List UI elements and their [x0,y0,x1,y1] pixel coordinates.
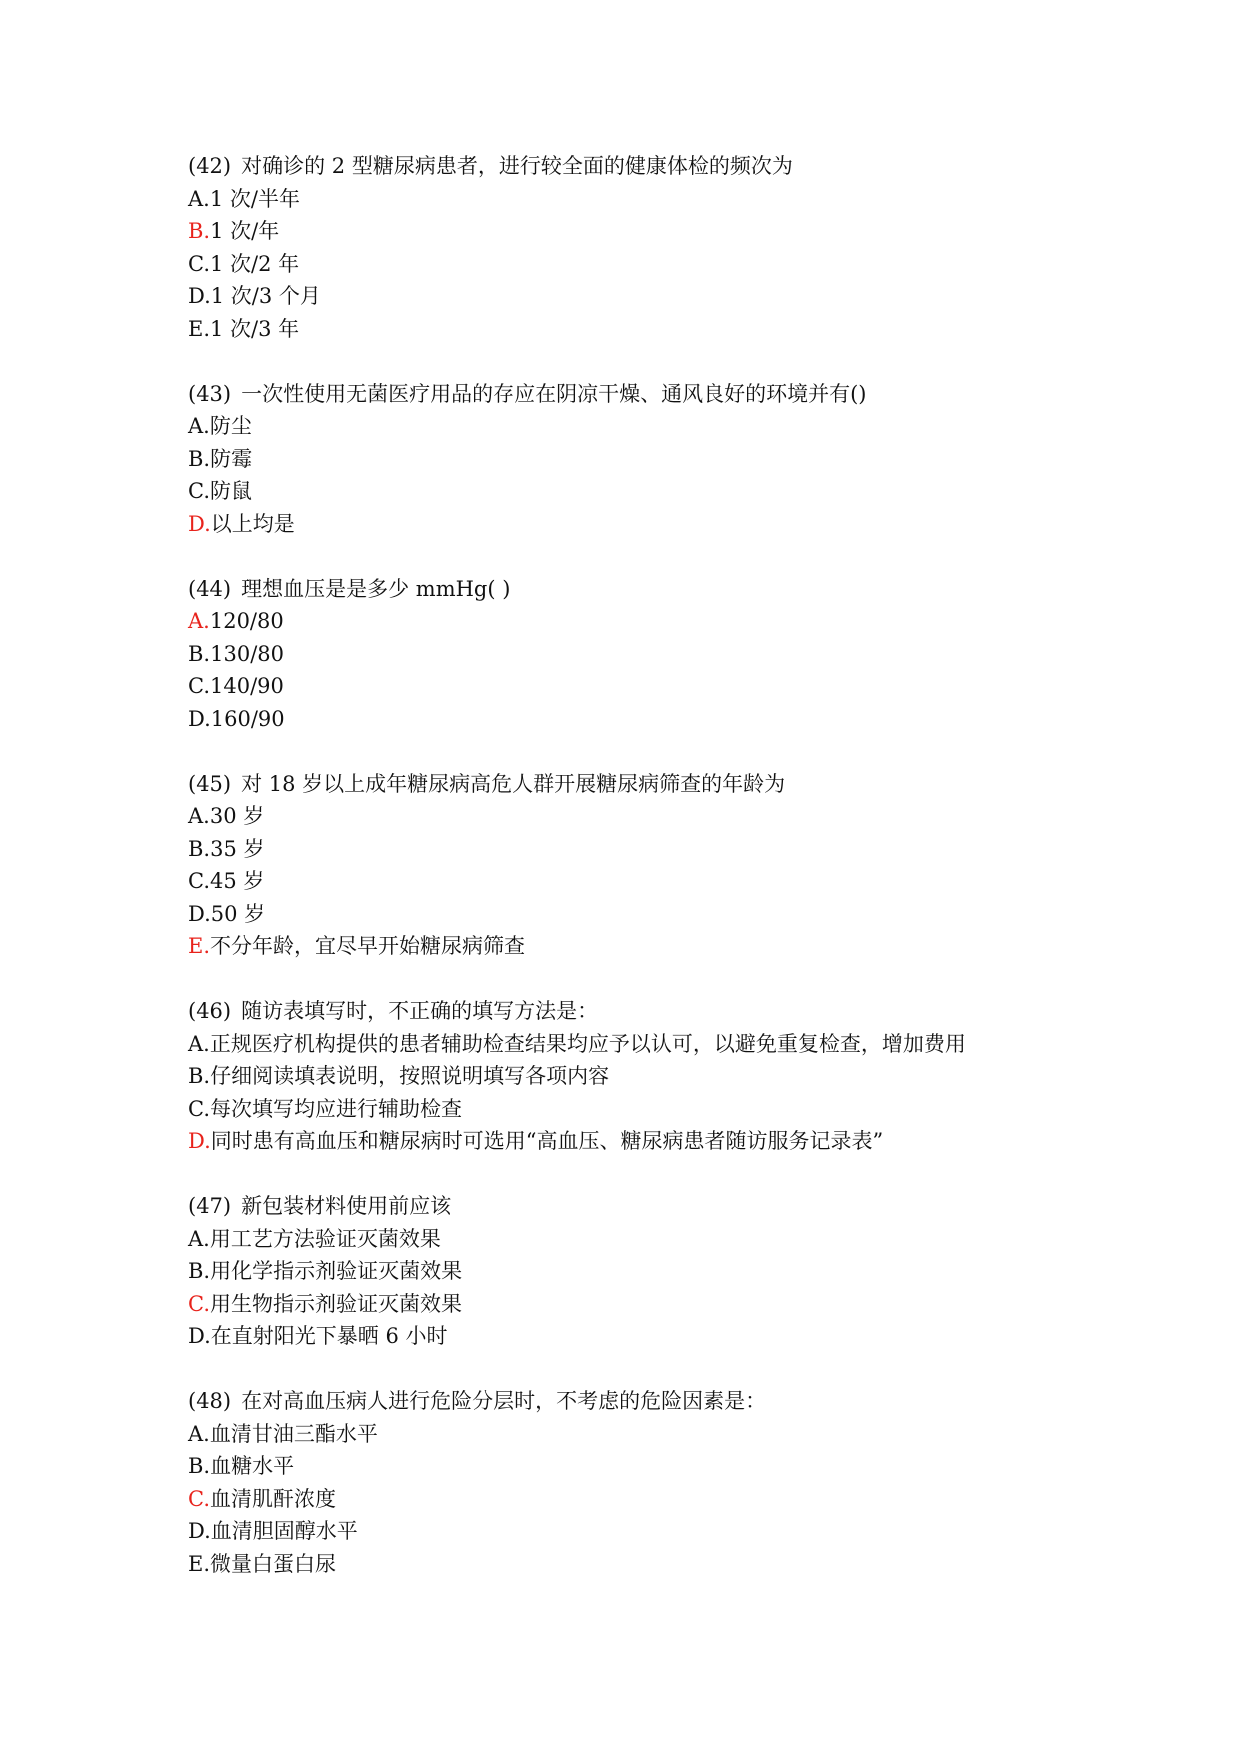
option-letter: B. [188,1064,211,1089]
question-text: 一次性使用无菌医疗用品的存应在阴凉干燥、通风良好的环境并有() [241,381,867,406]
question-text: 对确诊的 2 型糖尿病患者，进行较全面的健康体检的频次为 [241,154,793,178]
option-letter: A. [188,804,210,829]
option-text: 防尘 [209,414,252,439]
option-letter: B. [188,1454,211,1479]
question-block [188,1190,1188,1353]
question-block [188,378,1188,541]
option-text: 血清胆固醇水平 [210,1519,358,1544]
correct-answer-letter: C. [188,1291,210,1316]
correct-answer-letter: E. [188,934,211,959]
answer-option [188,833,1188,866]
question-stem [188,995,1188,1028]
option-text: 每次填写均应进行辅助检查 [210,1096,462,1121]
answer-option [188,1418,1188,1451]
answer-option [188,800,1188,833]
option-text: 防鼠 [210,479,252,504]
option-text: 120/80 [209,609,284,634]
question-stem [188,573,1188,606]
option-text: 140/90 [210,674,284,699]
question-text: 理想血压是是多少 mmHg( ) [241,576,511,601]
answer-option [188,248,1188,281]
option-letter: A. [188,414,210,439]
option-letter: E. [188,316,211,341]
answer-option [188,1548,1188,1581]
question-number: (48) [188,1389,232,1413]
option-text: 微量白蛋白尿 [210,1551,337,1576]
option-text: 防霉 [210,446,253,471]
answer-option [188,1483,1188,1516]
option-text: 不分年龄，宜尽早开始糖尿病筛查 [210,934,526,959]
option-text: 160/90 [210,706,285,731]
option-text: 用生物指示剂验证灭菌效果 [210,1291,462,1316]
answer-option [188,898,1188,931]
question-text: 在对高血压病人进行危险分层时，不考虑的危险因素是： [241,1389,767,1413]
answer-option [188,930,1188,963]
question-block [188,1385,1188,1581]
question-block [188,150,1188,346]
option-text: 35 岁 [210,836,265,861]
answer-option [188,1028,1188,1061]
option-text: 50 岁 [210,901,266,926]
option-letter: C. [188,251,210,276]
option-text: 在直射阳光下暴晒 6 小时 [210,1324,448,1349]
answer-option [188,1255,1188,1288]
option-text: 用工艺方法验证灭菌效果 [209,1226,441,1251]
option-text: 1 次/3 年 [210,316,300,341]
option-text: 以上均是 [210,511,295,536]
option-letter: C. [188,869,210,894]
question-stem [188,378,1188,411]
answer-option [188,1223,1188,1256]
option-text: 30 岁 [209,804,265,829]
option-letter: C. [188,1096,210,1121]
question-stem [188,1190,1188,1223]
answer-option [188,1060,1188,1093]
option-letter: B. [188,641,211,666]
correct-answer-letter: B. [188,219,211,244]
option-text: 正规医疗机构提供的患者辅助检查结果均应予以认可，以避免重复检查，增加费用 [209,1031,966,1056]
answer-option [188,280,1188,313]
option-letter: D. [188,1324,211,1349]
option-text: 1 次/2 年 [210,251,300,276]
option-letter: C. [188,674,210,699]
question-number: (46) [188,999,232,1024]
option-text: 血清肌酐浓度 [210,1486,336,1511]
answer-option [188,475,1188,508]
question-number: (43) [188,381,232,406]
correct-answer-letter: C. [188,1486,210,1511]
answer-option [188,1288,1188,1321]
question-block [188,995,1188,1158]
answer-option [188,508,1188,541]
option-text: 45 岁 [210,869,265,894]
option-letter: B. [188,1259,211,1284]
answer-option [188,410,1188,443]
answer-option [188,443,1188,476]
option-letter: A. [188,1421,210,1446]
option-text: 仔细阅读填表说明，按照说明填写各项内容 [210,1064,610,1089]
question-stem [188,768,1188,801]
option-letter: A. [188,1226,210,1251]
option-text: 血清甘油三酯水平 [209,1421,378,1446]
option-text: 用化学指示剂验证灭菌效果 [210,1259,463,1284]
question-number: (47) [188,1194,232,1219]
correct-answer-letter: D. [188,1129,211,1154]
option-letter: B. [188,446,211,471]
answer-option [188,1093,1188,1126]
option-text: 血糖水平 [210,1454,295,1479]
answer-option [188,670,1188,703]
correct-answer-letter: D. [188,511,211,536]
option-letter: D. [188,284,211,309]
option-letter: D. [188,1519,211,1544]
option-letter: A. [188,186,210,211]
option-letter: C. [188,479,210,504]
answer-option [188,313,1188,346]
question-block [188,768,1188,964]
answer-option [188,1450,1188,1483]
option-text: 1 次/年 [210,219,280,244]
question-list [188,150,1188,1613]
question-number: (45) [188,771,232,796]
option-letter: A. [188,1031,210,1056]
answer-option [188,638,1188,671]
option-letter: E. [188,1551,211,1576]
answer-option [188,183,1188,216]
answer-option [188,215,1188,248]
question-stem [188,1385,1188,1418]
answer-option [188,1125,1188,1158]
option-letter: B. [188,836,211,861]
question-text: 随访表填写时，不正确的填写方法是： [241,999,599,1024]
answer-option [188,865,1188,898]
question-text: 对 18 岁以上成年糖尿病高危人群开展糖尿病筛查的年龄为 [241,771,786,796]
option-text: 130/80 [210,641,284,666]
option-text: 同时患有高血压和糖尿病时可选用“高血压、糖尿病患者随访服务记录表” [210,1129,884,1154]
answer-option [188,605,1188,638]
option-letter: D. [188,901,211,926]
answer-option [188,1320,1188,1353]
question-block [188,573,1188,736]
answer-option [188,703,1188,736]
option-text: 1 次/半年 [209,186,300,211]
answer-option [188,1515,1188,1548]
question-text: 新包装材料使用前应该 [241,1194,452,1219]
question-number: (42) [188,154,232,178]
question-stem [188,150,1188,183]
question-number: (44) [188,576,232,601]
correct-answer-letter: A. [188,609,210,634]
option-text: 1 次/3 个月 [210,284,321,309]
option-letter: D. [188,706,211,731]
